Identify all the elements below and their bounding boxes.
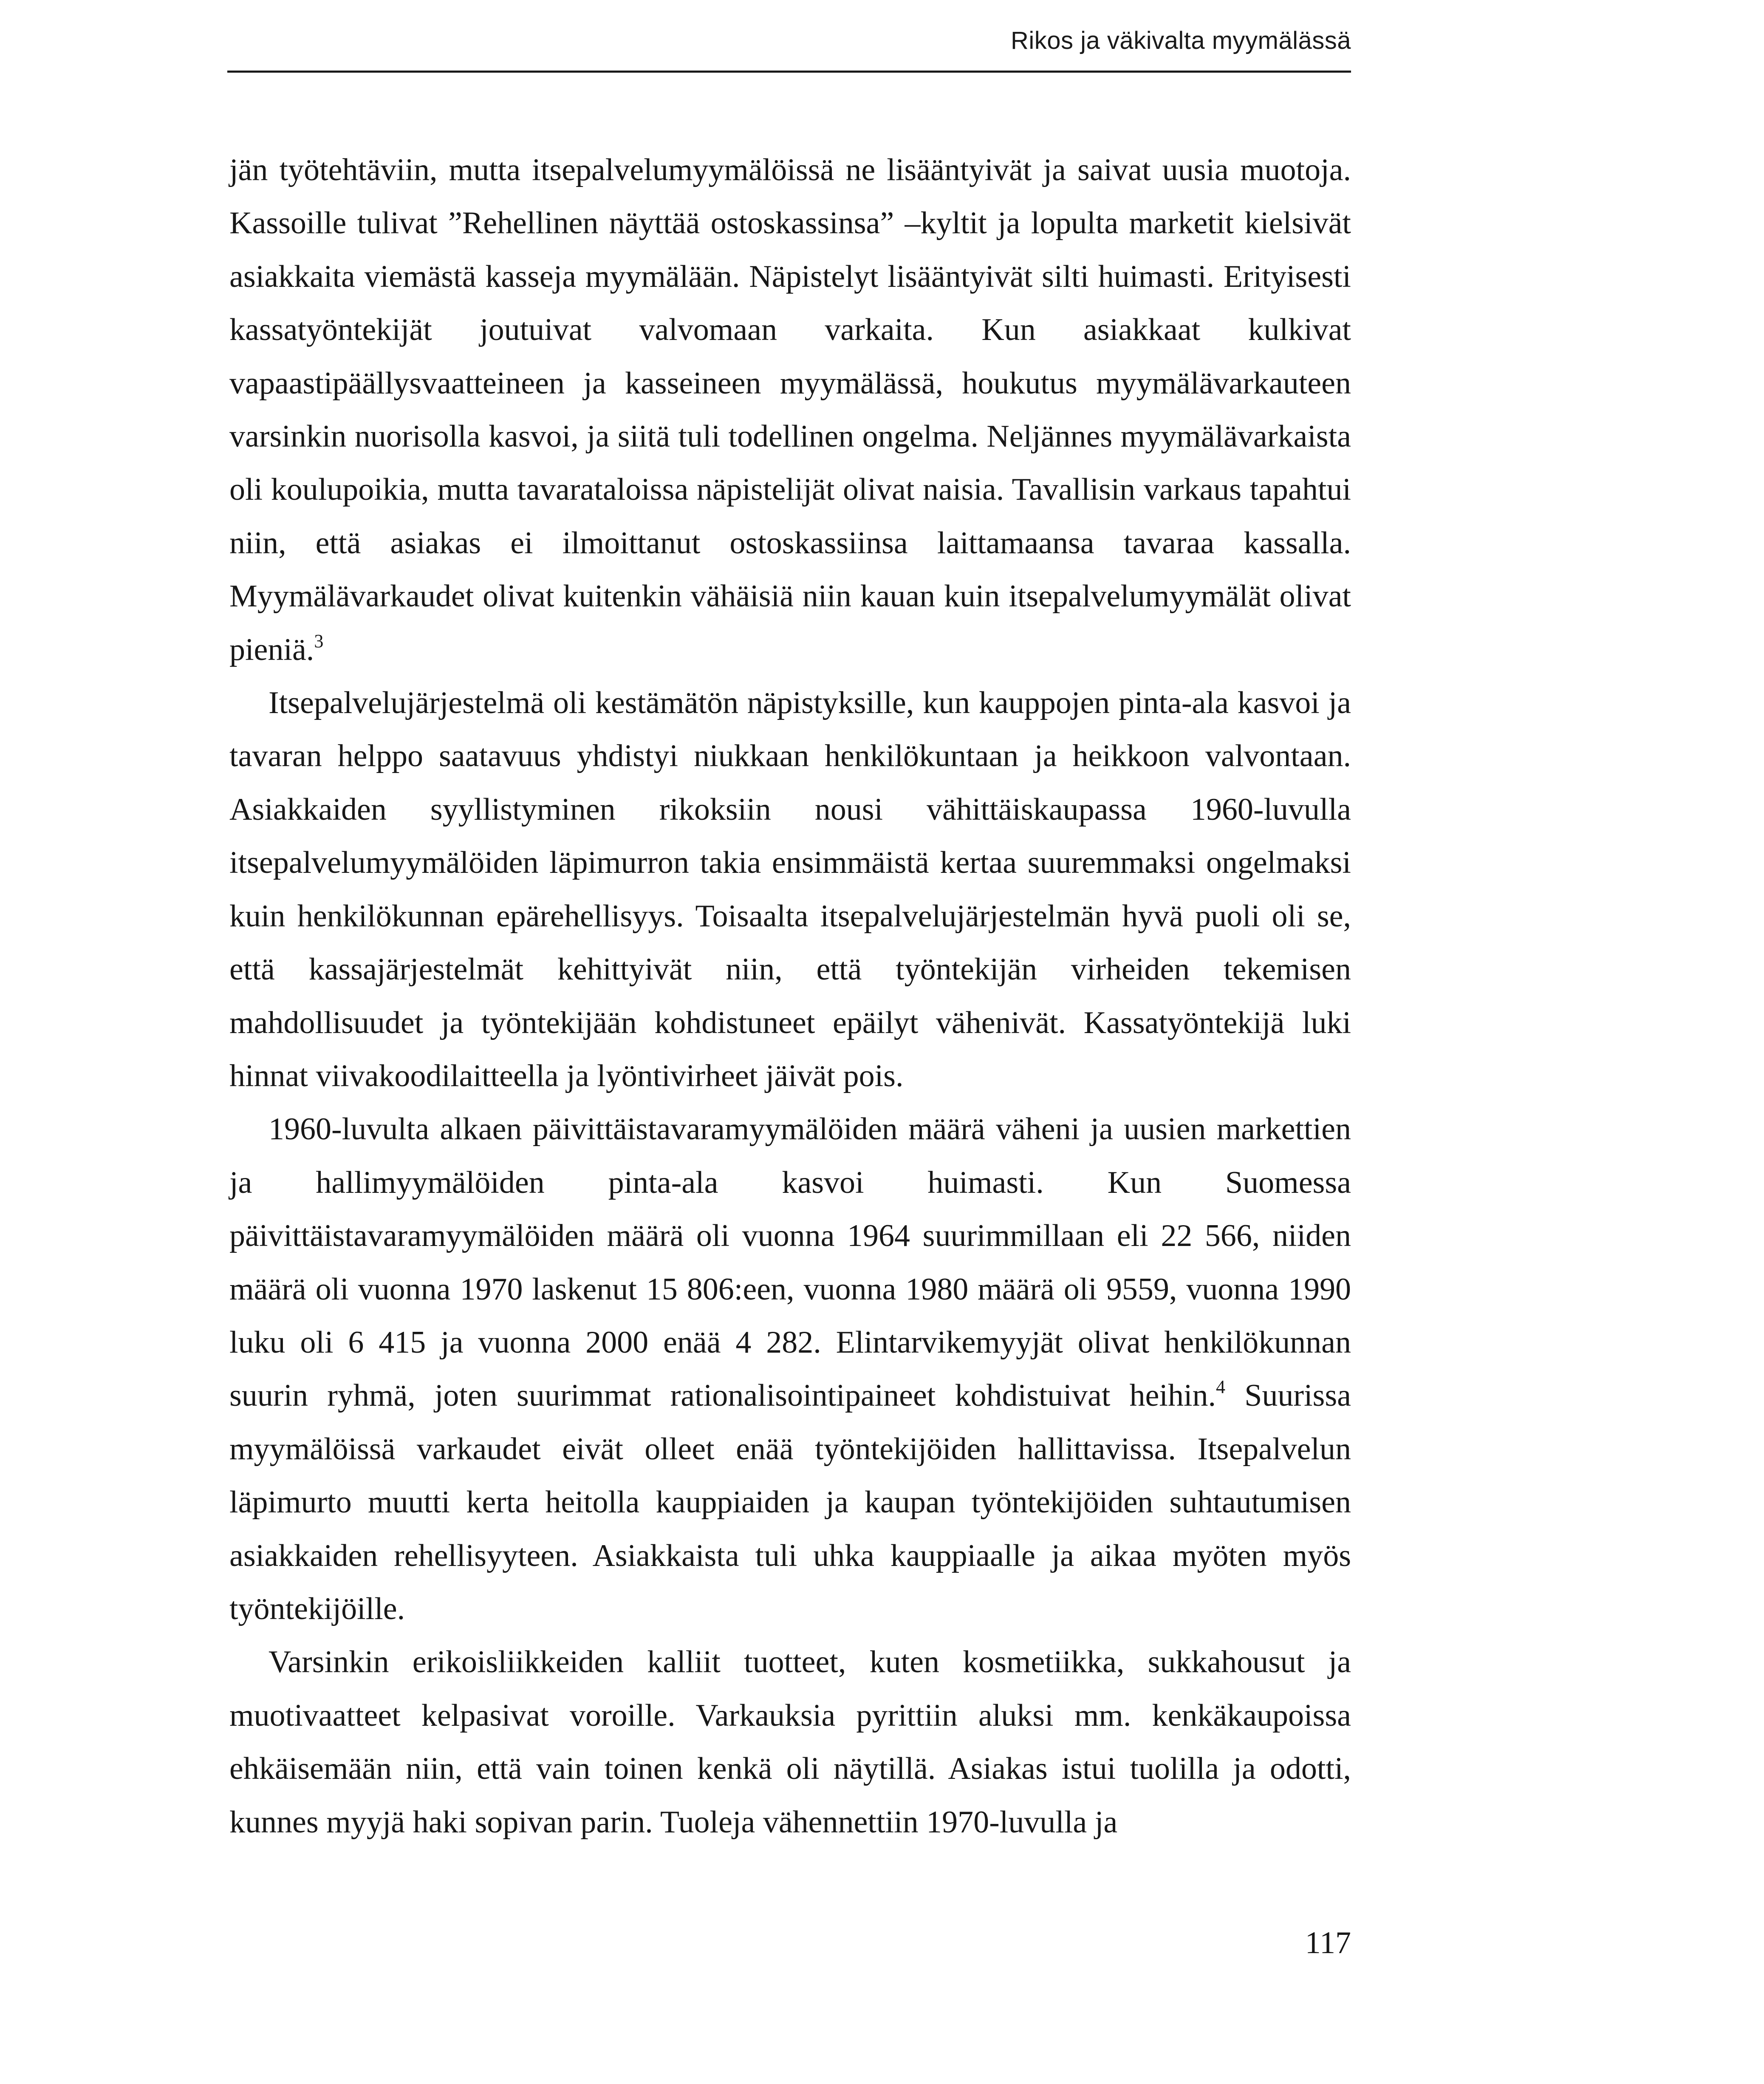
header-rule xyxy=(227,71,1351,73)
paragraph-3 xyxy=(229,1103,1351,1636)
paragraph-1 xyxy=(229,144,1351,677)
paragraph-3-text-after: Suurissa myymälöissä varkaudet eivät olleet enää työntekijöiden hallittavissa. Itsepalvelun läpimurto muutti kerta heitolla kauppiaiden ja kaupan työntekijöiden suhtautumisen asiakkaiden rehellisyyteen. Asiakkaista tuli uhka kauppiaalle ja aikaa myöten myös työntekijöille. xyxy=(229,1378,1351,1626)
paragraph-3-text-before: 1960-luvulta alkaen päivittäistavaramyymälöiden määrä väheni ja uusien markettien ja hallimyymälöiden pinta-ala kasvoi huimasti. Kun Suomessa päivittäistavaramyymälöiden määrä oli vuonna 1964 suurimmillaan eli 22 566, niiden määrä oli vuonna 1970 laskenut 15 806:een, vuonna 1980 määrä oli 9559, vuonna 1990 luku oli 6 415 ja vuonna 2000 enää 4 282. Elintarvikemyyjät olivat henkilökunnan suurin ryhmä, joten suurimmat rationalisointipaineet kohdistuivat heihin. xyxy=(229,1112,1351,1413)
page-number: 117 xyxy=(1305,1925,1351,1960)
running-header: Rikos ja väkivalta myymälässä xyxy=(1011,27,1351,54)
paragraph-1-text: jän työtehtäviin, mutta itsepalvelumyymälöissä ne lisääntyivät ja saivat uusia muotoja. Kassoille tulivat ”Rehellinen näyttää ostoskassinsa” –kyltit ja lopulta marketit kielsivät asiakkaita viemästä kasseja myymälään. Näpistelyt lisääntyivät silti huimasti. Erityisesti kassatyöntekijät joutuivat valvomaan varkaita. Kun asiakkaat kulkivat vapaastipäällysvaatteineen ja kasseineen myymälässä, houkutus myymälävarkauteen varsinkin nuorisolla kasvoi, ja siitä tuli todellinen ongelma. Neljännes myymälävarkaista oli koulupoikia, mutta tavarataloissa näpistelijät olivat naisia. Tavallisin varkaus tapahtui niin, että asiakas ei ilmoittanut ostoskassiinsa laittamaansa tavaraa kassalla. Myymälävarkaudet olivat kuitenkin vähäisiä niin kauan kuin itsepalvelumyymälät olivat pieniä. xyxy=(229,153,1351,667)
paragraph-2 xyxy=(229,677,1351,1103)
footnote-ref-4: 4 xyxy=(1216,1376,1226,1398)
paragraph-4-text: Varsinkin erikoisliikkeiden kalliit tuotteet, kuten kosmetiikka, sukkahousut ja muotivaatteet kelpasivat voroille. Varkauksia pyrittiin aluksi mm. kenkäkaupoissa ehkäisemään niin, että vain toinen kenkä oli näytillä. Asiakas istui tuolilla ja odotti, kunnes myyjä haki sopivan parin. Tuoleja vähennettiin 1970-luvulla ja xyxy=(229,1645,1351,1840)
body-text xyxy=(229,144,1351,1849)
footnote-ref-3: 3 xyxy=(314,630,324,651)
paragraph-4 xyxy=(229,1636,1351,1849)
paragraph-2-text: Itsepalvelujärjestelmä oli kestämätön näpistyksille, kun kauppojen pinta-ala kasvoi ja tavaran helppo saatavuus yhdistyi niukkaan henkilökuntaan ja heikkoon valvontaan. Asiakkaiden syyllistyminen rikoksiin nousi vähittäiskaupassa 1960-luvulla itsepalvelumyymälöiden läpimurron takia ensimmäistä kertaa suuremmaksi ongelmaksi kuin henkilökunnan epärehellisyys. Toisaalta itsepalvelujärjestelmän hyvä puoli oli se, että kassajärjestelmät kehittyivät niin, että työntekijän virheiden tekemisen mahdollisuudet ja työntekijään kohdistuneet epäilyt vähenivät. Kassatyöntekijä luki hinnat viivakoodilaitteella ja lyöntivirheet jäivät pois. xyxy=(229,685,1351,1093)
